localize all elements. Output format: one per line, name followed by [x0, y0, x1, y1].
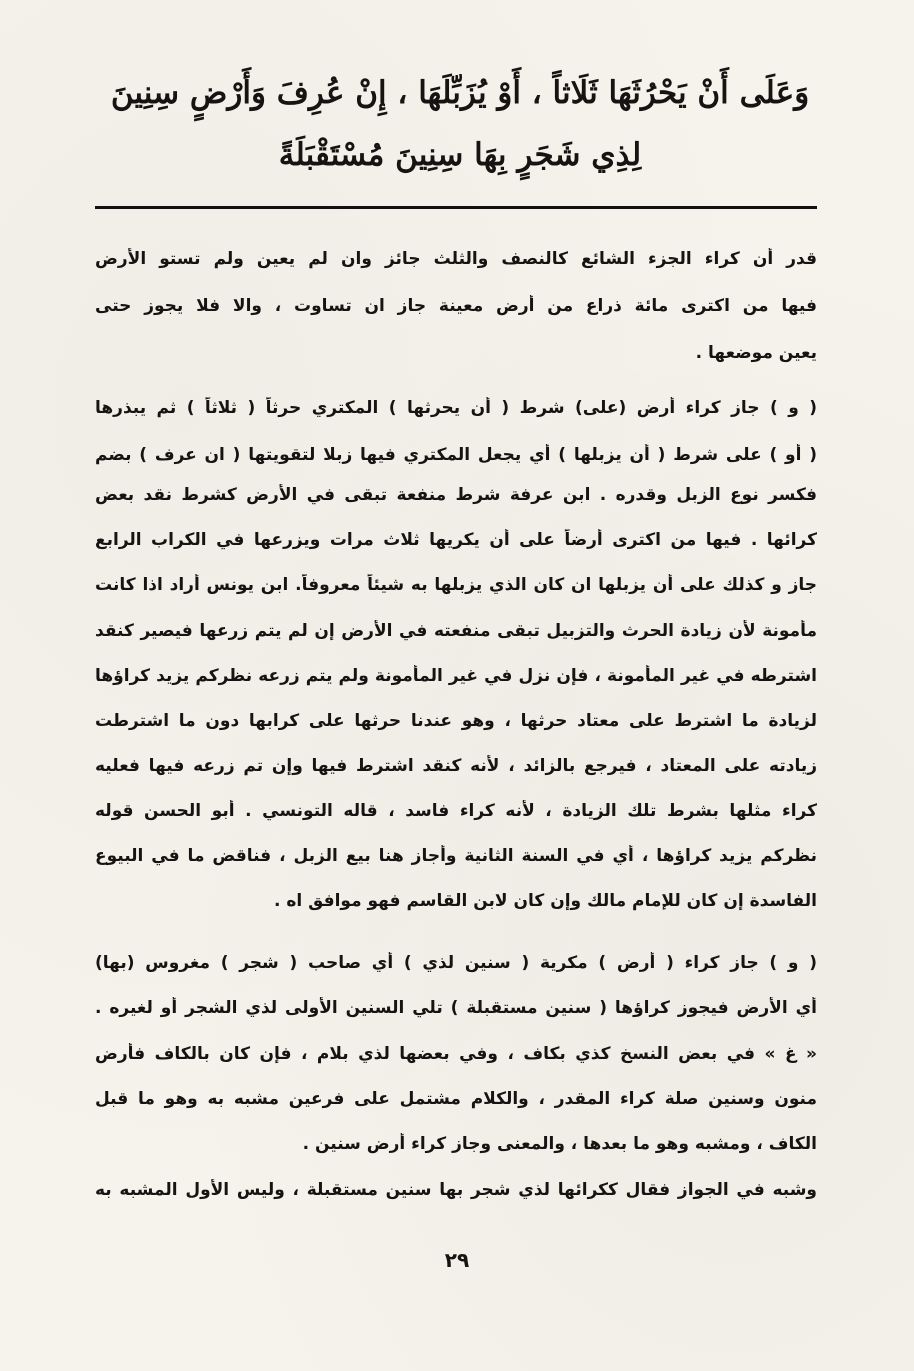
commentary-line: منون وسنين صلة كراء المقدر ، والكلام مشتمل على فرعين مشبه به وهو ما قبل [95, 1089, 817, 1109]
commentary-line: كرائها . فيها من اكترى أرضاً على أن يكريها ثلاث مرات ويزرعها في الكراب الرابع [95, 530, 817, 550]
commentary-line: « غ » في بعض النسخ كذي بكاف ، وفي بعضها لذي بلام ، فإن كان بالكاف فأرض [95, 1044, 817, 1064]
commentary-line: الفاسدة إن كان للإمام مالك وإن كان لابن القاسم فهو موافق اه . [273, 891, 817, 911]
page-number: ٢٩ [444, 1248, 470, 1272]
commentary-line: زيادته على المعتاد ، فيرجع بالزائد ، لأنه كنقد اشترط فيها وإن تم زرعه فيها فعليه [95, 756, 817, 776]
commentary-line: فكسر نوع الزبل وقدره . ابن عرفة شرط منفعة تبقى في الأرض كشرط نقد بعض [95, 485, 817, 505]
commentary-line: ( و ) جاز كراء أرض (على) شرط ( أن يحرثها ) المكتري حرثاً ( ثلاثاً ) ثم يبذرها [95, 398, 817, 418]
commentary-line: ( و ) جاز كراء ( أرض ) مكرية ( سنين لذي ) أي صاحب ( شجر ) مغروس (بها) [95, 953, 817, 973]
commentary-line: يعين موضعها . [695, 343, 817, 363]
commentary-line: لزيادة ما اشترط على معتاد حرثها ، وهو عندنا حرثها على كرابها دون ما اشترطت [95, 711, 817, 731]
commentary-line: فيها من اكترى مائة ذراع من أرض معينة جاز ان تساوت ، والا فلا يجوز حتى [95, 296, 817, 316]
header-rule [95, 206, 817, 209]
commentary-line: جاز و كذلك على أن يزبلها ان كان الذي يزبلها به شيئاً معروفاً. ابن يونس أراد اذا كانت [95, 575, 817, 595]
commentary-line: أي الأرض فيجوز كراؤها ( سنين مستقبلة ) تلي السنين الأولى لذي الشجر أو لغيره . [95, 998, 817, 1018]
matn-line-1: وَعَلَى أَنْ يَحْرُثَهَا ثَلَاثاً ، أَوْ يُزَبِّلَهَا ، إِنْ عُرِفَ وَأَرْضٍ سِنِينَ [110, 75, 810, 111]
commentary-line: مأمونة لأن زيادة الحرث والتزبيل تبقى منفعته في الأرض إن لم يتم زرعها فيصير كنقد [95, 621, 817, 641]
commentary-line: ( أو ) على شرط ( أن يزبلها ) أي يجعل المكتري فيها زبلا لتقويتها ( ان عرف ) بضم [95, 445, 817, 465]
matn-line-2: لِذِي شَجَرٍ بِهَا سِنِينَ مُسْتَقْبَلَةً [278, 137, 642, 173]
commentary-line: الكاف ، ومشبه وهو ما بعدها ، والمعنى وجاز كراء أرض سنين . [302, 1134, 817, 1154]
commentary-line: اشترطه في غير المأمونة ، فإن نزل في غير المأمونة ولم يتم زرعه نظركم يزيد كراؤها [95, 666, 817, 686]
commentary-line: وشبه في الجواز فقال ككرائها لذي شجر بها سنين مستقبلة ، وليس الأول المشبه به [95, 1180, 817, 1200]
commentary-line: كراء مثلها بشرط تلك الزيادة ، لأنه كراء فاسد ، قاله التونسي . أبو الحسن قوله [95, 801, 817, 821]
commentary-line: قدر أن كراء الجزء الشائع كالنصف والثلث جائز وان لم يعين ولم تستو الأرض [95, 249, 817, 269]
commentary-line: نظركم يزيد كراؤها ، أي في السنة الثانية وأجاز هنا بيع الزبل ، فناقض ما في البيوع [95, 846, 817, 866]
